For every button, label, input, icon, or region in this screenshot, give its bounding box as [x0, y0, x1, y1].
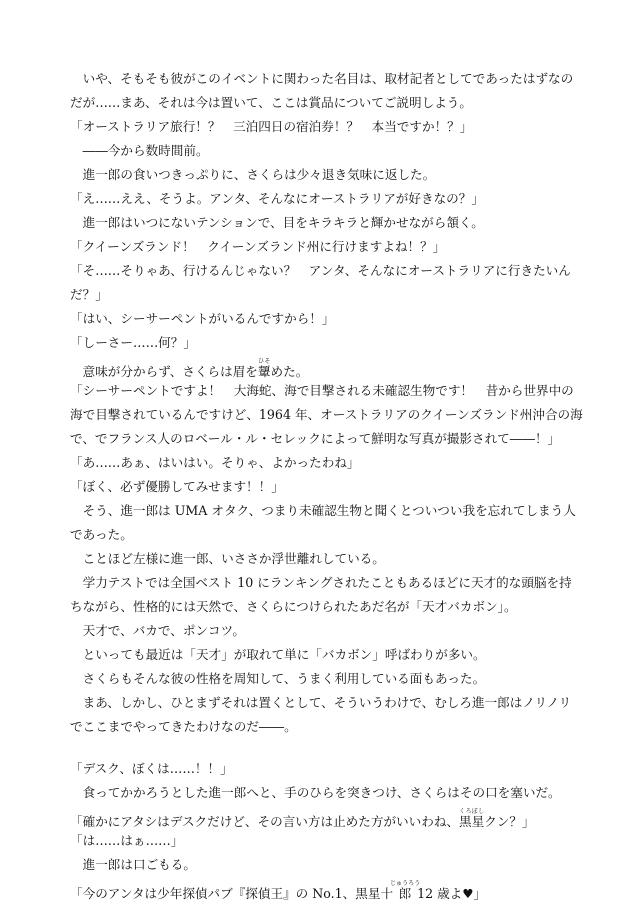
text-line: 「え……ええ、そうよ。アンタ、そんなにオーストラリアが好きなの？」 — [70, 191, 484, 206]
text-line: 「クイーンズランド！ クイーンズランド州に行けますよね！？」 — [70, 239, 446, 254]
text-line: 「しーさー……何？」 — [70, 335, 196, 350]
text-line: いや、そもそも彼がこのイベントに関わった名目は、取材記者としてであったはずなの — [70, 71, 574, 86]
text-line: 「オーストラリア旅行！？ 三泊四日の宿泊券！？ 本当ですか！？」 — [70, 119, 473, 134]
text-line: 進一郎はいつにないテンションで、目をキラキラと輝かせながら頷く。 — [70, 215, 484, 230]
text-line: 「はい、シーサーペントがいるんですから！」 — [70, 311, 335, 326]
text-line: ちながら、性格的には天然で、さくらにつけられたあだ名が「天才バカボン」。 — [70, 599, 517, 614]
text-line: 進一郎は口ごもる。 — [70, 857, 196, 872]
text-line: 海で目撃されているんですけど、1964 年、オーストラリアのクイーンズランド州沖合の海 — [70, 407, 583, 422]
text-line-with-ruby: 「確かにアタシはデスクだけど、その言い方は止めた方がいいわね、黒星くろぼしクン？」 — [70, 808, 535, 829]
text-line: 「そ……そりゃあ、行けるんじゃない？ アンタ、そんなにオーストラリアに行きたいん — [70, 263, 571, 278]
text-line: 「あ……あぁ、はいはい。そりゃ、よかったわね」 — [70, 455, 360, 470]
text-line: ――今から数時間前。 — [70, 143, 209, 158]
text-line: 食ってかかろうとした進一郎へと、手のひらを突きつけ、さくらはその口を塞いだ。 — [70, 785, 561, 800]
text-line: ことほど左様に進一郎、いささか浮世離れしている。 — [70, 551, 385, 566]
text-line: だが……まあ、それは今は置いて、ここは賞品についてご説明しよう。 — [70, 95, 472, 110]
text-line: まあ、しかし、ひとまずそれは置くとして、そういうわけで、むしろ進一郎はノリノリ — [70, 695, 572, 710]
text-line: といっても最近は「天才」が取れて単に「バカボン」呼ばわりが多い。 — [70, 647, 486, 662]
text-line: 「ぼく、必ず優勝してみせます！！」 — [70, 479, 284, 494]
text-line-with-ruby: 意味が分からず、さくらは眉を顰ひそめた。 — [70, 358, 309, 379]
ruby-kuroboshi: 黒星くろぼし — [459, 808, 485, 829]
text-line-with-ruby: 「今のアンタは少年探偵パブ『探偵王』の No.1、黒星十郎じゅうろう12 歳よ♥」 — [70, 880, 487, 901]
text-line: だ？」 — [70, 287, 108, 302]
ruby-juuro: 郎じゅうろう — [390, 880, 421, 901]
text-line: 学力テストでは全国ベスト 10 にランキングされたこともあるほどに天才的な頭脳を持 — [70, 575, 572, 590]
text-line: 進一郎の食いつきっぷりに、さくらは少々退き気味に返した。 — [70, 167, 436, 182]
text-line: 天才で、バカで、ポンコツ。 — [70, 623, 245, 638]
text-line: 「デスク、ぼくは……！！」 — [70, 761, 233, 776]
text-line: であった。 — [70, 527, 133, 542]
text-line: 「は……はぁ……」 — [70, 833, 184, 848]
text-line: でここまでやってきたわけなのだ――。 — [70, 719, 297, 734]
text-line: 「シーサーペントですよ！ 大海蛇、海で目撃される未確認生物です！ 昔から世界中の — [70, 383, 574, 398]
text-line: で、でフランス人のロベール・ル・セレックによって鮮明な写真が撮影されて――！」 — [70, 431, 561, 446]
text-line: さくらもそんな彼の性格を周知して、うまく利用している面もあった。 — [70, 671, 486, 686]
ruby-hisome: 顰ひそ — [257, 358, 271, 379]
text-line: そう、進一郎は UMA オタク、つまり未確認生物と聞くとついつい我を忘れてしまう人 — [70, 503, 576, 518]
